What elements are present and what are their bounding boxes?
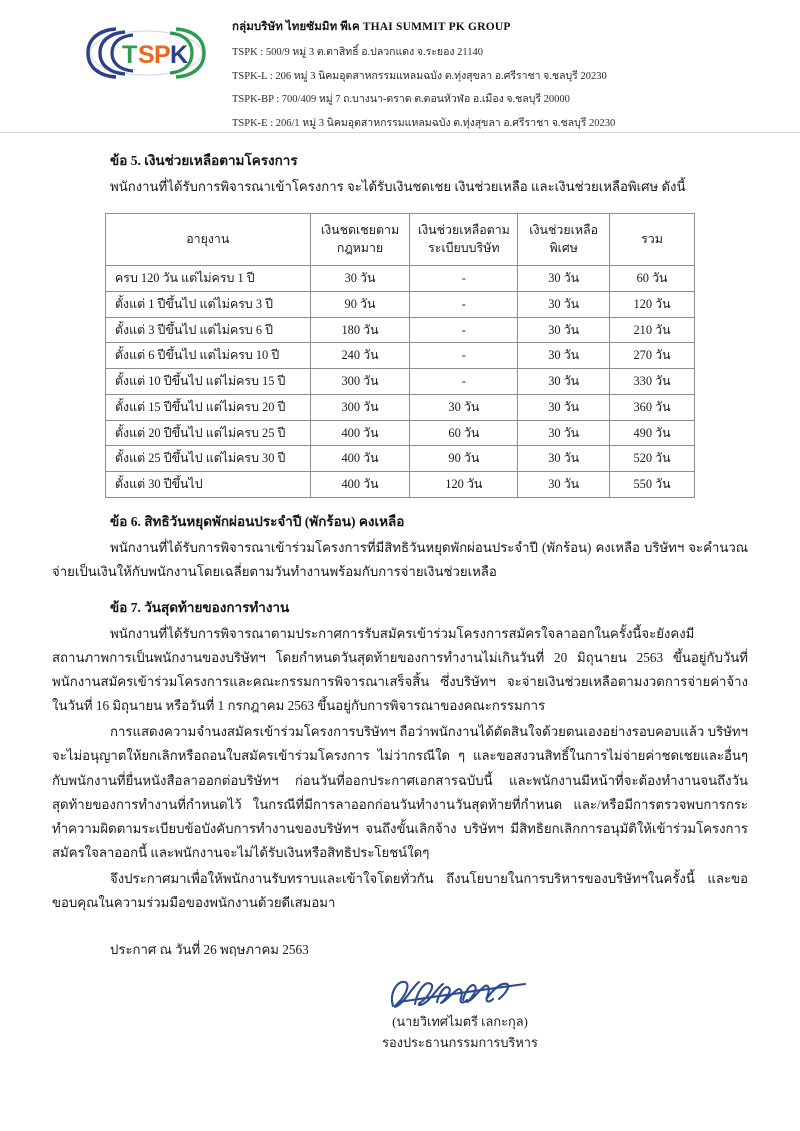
cell-age: ตั้งแต่ 25 ปีขึ้นไป แต่ไม่ครบ 30 ปี bbox=[106, 446, 311, 472]
signature-block bbox=[52, 972, 748, 1056]
benefits-table-header bbox=[106, 214, 695, 266]
table-row bbox=[106, 369, 695, 395]
company-logo bbox=[72, 10, 224, 82]
company-title-english: THAI SUMMIT PK GROUP bbox=[362, 21, 511, 33]
cell-extra: 30 วัน bbox=[518, 420, 610, 446]
table-row bbox=[106, 266, 695, 292]
letterhead bbox=[0, 0, 800, 132]
cell-age: ตั้งแต่ 6 ปีขึ้นไป แต่ไม่ครบ 10 ปี bbox=[106, 343, 311, 369]
col-header-legal-severance: เงินชดเชยตาม กฎหมาย bbox=[310, 214, 410, 266]
svg-text:P: P bbox=[154, 41, 171, 69]
cell-extra: 30 วัน bbox=[518, 369, 610, 395]
cell-rule: - bbox=[410, 266, 518, 292]
cell-extra: 30 วัน bbox=[518, 446, 610, 472]
signer-title: รองประธานกรรมการบริหาร bbox=[382, 1036, 538, 1051]
cell-rule: 120 วัน bbox=[410, 472, 518, 498]
cell-legal: 240 วัน bbox=[310, 343, 410, 369]
section-7-paragraph-3: จึงประกาศมาเพื่อให้พนักงานรับทราบและเข้าใจโดยทั่วกัน ถึงนโยบายในการบริหารของบริษัทฯในครั้งนี้ และขอขอบคุณในความร่วมมือของพนักงานด้วยดีเสมอมา bbox=[52, 870, 748, 910]
document-body bbox=[0, 133, 800, 1055]
cell-legal: 400 วัน bbox=[310, 420, 410, 446]
cell-age: ตั้งแต่ 1 ปีขึ้นไป แต่ไม่ครบ 3 ปี bbox=[106, 292, 311, 318]
cell-total: 120 วัน bbox=[610, 292, 695, 318]
section-6-paragraph: พนักงานที่ได้รับการพิจารณาเข้าร่วมโครงการที่มีสิทธิวันหยุดพักผ่อนประจำปี (พักร้อน) คงเหลือ บริษัทฯ จะคำนวณจ่ายเป็นเงินให้กับพนักงานโดยเฉลี่ยตามวันทำงานพร้อมกับการจ่ายเงินช่วยเหลือ bbox=[52, 540, 748, 580]
cell-legal: 90 วัน bbox=[310, 292, 410, 318]
cell-rule: 30 วัน bbox=[410, 394, 518, 420]
cell-age: ตั้งแต่ 3 ปีขึ้นไป แต่ไม่ครบ 6 ปี bbox=[106, 317, 311, 343]
cell-total: 330 วัน bbox=[610, 369, 695, 395]
cell-legal: 400 วัน bbox=[310, 446, 410, 472]
address-line-tspk-e: TSPK-E : 206/1 หมู่ 3 นิคมอุตสาหกรรมแหลมฉบัง ต.ทุ่งสุขลา อ.ศรีราชา จ.ชลบุรี 20230 bbox=[232, 117, 616, 129]
cell-extra: 30 วัน bbox=[518, 394, 610, 420]
cell-rule: 60 วัน bbox=[410, 420, 518, 446]
section-6-heading: ข้อ 6. สิทธิวันหยุดพักผ่อนประจำปี (พักร้อน) คงเหลือ bbox=[110, 513, 405, 529]
cell-extra: 30 วัน bbox=[518, 292, 610, 318]
cell-legal: 180 วัน bbox=[310, 317, 410, 343]
section-7-paragraph-1: พนักงานที่ได้รับการพิจารณาตามประกาศการรับสมัครเข้าร่วมโครงการสมัครใจลาออกในครั้งนี้จะยังคงมีสถานภาพการเป็นพนักงานของบริษัทฯ โดยกำหนดวันสุดท้ายของการทำงานไม่เกินวันที่ 20 มิถุนายน 2563 ขึ้นอยู่กับวันที่พนักงานสมัครเข้าร่วมโครงการและคณะกรรมการพิจารณาเสร็จสิ้น ซึ่งบริษัทฯ จะจ่ายเงินช่วยเหลือตามงวดการจ่ายค่าจ้างในวันที่ 16 มิถุนายน หรือวันที่ 1 กรกฎาคม 2563 ขึ้นอยู่กับการพิจารณาของคณะกรรมการ bbox=[52, 626, 748, 714]
cell-extra: 30 วัน bbox=[518, 317, 610, 343]
announcement-date: ประกาศ ณ วันที่ 26 พฤษภาคม 2563 bbox=[110, 941, 309, 957]
benefits-table-body bbox=[106, 266, 695, 498]
section-5-heading: ข้อ 5. เงินช่วยเหลือตามโครงการ bbox=[110, 153, 298, 168]
benefits-table-wrapper bbox=[52, 213, 748, 498]
cell-extra: 30 วัน bbox=[518, 472, 610, 498]
cell-age: ตั้งแต่ 20 ปีขึ้นไป แต่ไม่ครบ 25 ปี bbox=[106, 420, 311, 446]
table-row bbox=[106, 343, 695, 369]
table-header-row bbox=[106, 214, 695, 266]
col-header-age: อายุงาน bbox=[106, 214, 311, 266]
cell-legal: 300 วัน bbox=[310, 394, 410, 420]
cell-rule: - bbox=[410, 343, 518, 369]
cell-total: 60 วัน bbox=[610, 266, 695, 292]
svg-text:T: T bbox=[122, 41, 138, 69]
benefits-table bbox=[105, 213, 695, 498]
cell-total: 490 วัน bbox=[610, 420, 695, 446]
company-info bbox=[224, 10, 770, 137]
cell-legal: 30 วัน bbox=[310, 266, 410, 292]
table-row bbox=[106, 446, 695, 472]
cell-age: ตั้งแต่ 10 ปีขึ้นไป แต่ไม่ครบ 15 ปี bbox=[106, 369, 311, 395]
cell-age: ตั้งแต่ 15 ปีขึ้นไป แต่ไม่ครบ 20 ปี bbox=[106, 394, 311, 420]
signature-icon bbox=[375, 972, 545, 1014]
cell-legal: 300 วัน bbox=[310, 369, 410, 395]
cell-extra: 30 วัน bbox=[518, 266, 610, 292]
svg-text:S: S bbox=[138, 41, 155, 69]
signer-name: (นายวิเทศไมตรี เลกะกุล) bbox=[392, 1014, 528, 1029]
address-line-tspk-l: TSPK-L : 206 หมู่ 3 นิคมอุตสาหกรรมแหลมฉบัง ต.ทุ่งสุขลา อ.ศรีราชา จ.ชลบุรี 20230 bbox=[232, 70, 607, 82]
company-title bbox=[232, 18, 770, 36]
cell-extra: 30 วัน bbox=[518, 343, 610, 369]
cell-age: ครบ 120 วัน แต่ไม่ครบ 1 ปี bbox=[106, 266, 311, 292]
table-row bbox=[106, 292, 695, 318]
col-header-special-aid: เงินช่วยเหลือ พิเศษ bbox=[518, 214, 610, 266]
tspk-logo-icon bbox=[72, 24, 220, 82]
table-row bbox=[106, 317, 695, 343]
address-line-tspk: TSPK : 500/9 หมู่ 3 ต.ตาสิทธิ์ อ.ปลวกแดง จ.ระยอง 21140 bbox=[232, 47, 484, 58]
address-line-tspk-bp: TSPK-BP : 700/409 หมู่ 7 ถ.บางนา-ตราด ต.ดอนหัวฬ่อ อ.เมือง จ.ชลบุรี 20000 bbox=[232, 94, 570, 105]
svg-text:K: K bbox=[170, 41, 189, 69]
cell-total: 360 วัน bbox=[610, 394, 695, 420]
cell-age: ตั้งแต่ 30 ปีขึ้นไป bbox=[106, 472, 311, 498]
cell-total: 210 วัน bbox=[610, 317, 695, 343]
cell-rule: 90 วัน bbox=[410, 446, 518, 472]
cell-total: 550 วัน bbox=[610, 472, 695, 498]
col-header-company-rule-aid: เงินช่วยเหลือตาม ระเบียบบริษัท bbox=[410, 214, 518, 266]
table-row bbox=[106, 472, 695, 498]
section-7-heading: ข้อ 7. วันสุดท้ายของการทำงาน bbox=[110, 600, 290, 616]
cell-rule: - bbox=[410, 369, 518, 395]
company-title-thai: กลุ่มบริษัท ไทยซัมมิท พีเค bbox=[232, 21, 360, 33]
table-row bbox=[106, 394, 695, 420]
col-header-total: รวม bbox=[610, 214, 695, 266]
section-7-paragraph-2: การแสดงความจำนงสมัครเข้าร่วมโครงการบริษัทฯ ถือว่าพนักงานได้ตัดสินใจด้วยตนเองอย่างรอบคอบแล้ว บริษัทฯ จะไม่อนุญาตให้ยกเลิกหรือถอนใบสมัครเข้าร่วมโครงการ ไม่ว่ากรณีใด ๆ และขอสงวนสิทธิ์ในการไม่จ่ายค่าชดเชยและอื่นๆ กับพนักงานที่ยื่นหนังสือลาออกต่อบริษัทฯ ก่อนวันที่ออกประกาศเอกสารฉบับนี้ และพนักงานมีหน้าที่จะต้องทำงานจนถึงวันสุดท้ายของการทำงานที่กำหนดไว้ ในกรณีที่มีการลาออกก่อนวันทำงานวันสุดท้ายที่กำหนด และ/หรือมีการตรวจพบการกระทำความผิดตามระเบียบข้อบังคับการทำงานของบริษัทฯ จนถึงขั้นเลิกจ้าง บริษัทฯ มีสิทธิยกเลิกการอนุมัติให้เข้าร่วมโครงการสมัครใจลาออกนี้ และพนักงานจะไม่ได้รับเงินหรือสิทธิประโยชน์ใดๆ bbox=[52, 724, 748, 860]
cell-rule: - bbox=[410, 317, 518, 343]
cell-legal: 400 วัน bbox=[310, 472, 410, 498]
section-5-intro: พนักงานที่ได้รับการพิจารณาเข้าโครงการ จะได้รับเงินชดเชย เงินช่วยเหลือ และเงินช่วยเหลือพิเศษ ดังนี้ bbox=[110, 179, 686, 195]
cell-total: 520 วัน bbox=[610, 446, 695, 472]
table-row bbox=[106, 420, 695, 446]
cell-rule: - bbox=[410, 292, 518, 318]
cell-total: 270 วัน bbox=[610, 343, 695, 369]
